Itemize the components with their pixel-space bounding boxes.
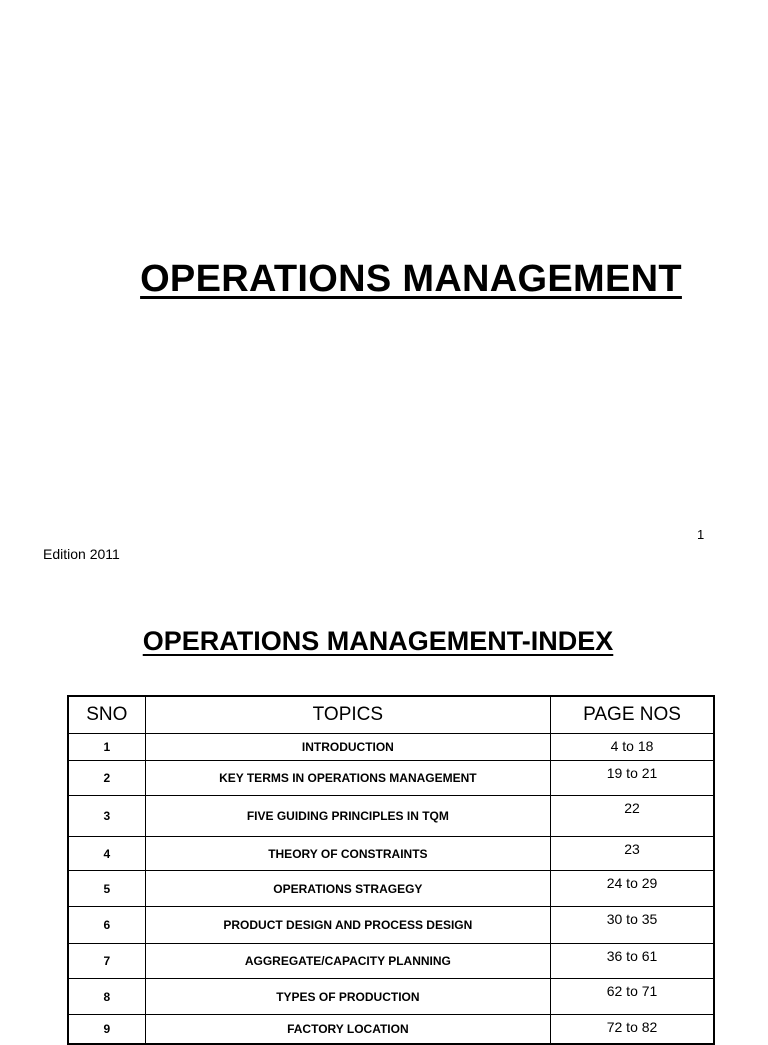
row-sno: 9 xyxy=(68,1015,145,1045)
index-table-header xyxy=(68,696,714,734)
table-row xyxy=(68,944,714,979)
row-topic: FACTORY LOCATION xyxy=(145,1015,550,1045)
row-sno: 3 xyxy=(68,796,145,837)
table-row xyxy=(68,871,714,907)
page-number: 1 xyxy=(697,527,705,542)
table-row xyxy=(68,796,714,837)
table-row xyxy=(68,1015,714,1045)
table-row xyxy=(68,761,714,796)
index-table xyxy=(67,695,715,1045)
table-row xyxy=(68,979,714,1015)
row-pages: 24 to 29 xyxy=(551,871,714,907)
row-sno: 8 xyxy=(68,979,145,1015)
row-pages: 22 xyxy=(551,796,714,837)
edition-label: Edition 2011 xyxy=(43,546,120,562)
row-pages: 30 to 35 xyxy=(551,907,714,944)
row-pages: 4 to 18 xyxy=(551,734,714,761)
header-topics: TOPICS xyxy=(145,696,550,734)
row-pages: 72 to 82 xyxy=(551,1015,714,1045)
page-title: OPERATIONS MANAGEMENT xyxy=(140,258,682,300)
header-row xyxy=(68,696,714,734)
row-topic: TYPES OF PRODUCTION xyxy=(145,979,550,1015)
row-sno: 5 xyxy=(68,871,145,907)
row-topic: FIVE GUIDING PRINCIPLES IN TQM xyxy=(145,796,550,837)
row-topic: AGGREGATE/CAPACITY PLANNING xyxy=(145,944,550,979)
index-title: OPERATIONS MANAGEMENT-INDEX xyxy=(142,626,614,656)
row-pages: 62 to 71 xyxy=(551,979,714,1015)
row-sno: 1 xyxy=(68,734,145,761)
table-row xyxy=(68,734,714,761)
row-sno: 7 xyxy=(68,944,145,979)
row-sno: 6 xyxy=(68,907,145,944)
row-pages: 23 xyxy=(551,837,714,871)
row-topic: THEORY OF CONSTRAINTS xyxy=(145,837,550,871)
header-page-nos: PAGE NOS xyxy=(551,696,714,734)
row-topic: OPERATIONS STRAGEGY xyxy=(145,871,550,907)
table-row xyxy=(68,907,714,944)
table-row xyxy=(68,837,714,871)
row-topic: KEY TERMS IN OPERATIONS MANAGEMENT xyxy=(145,761,550,796)
row-sno: 4 xyxy=(68,837,145,871)
header-sno: SNO xyxy=(68,696,145,734)
row-pages: 19 to 21 xyxy=(551,761,714,796)
row-topic: INTRODUCTION xyxy=(145,734,550,761)
row-topic: PRODUCT DESIGN AND PROCESS DESIGN xyxy=(145,907,550,944)
index-table-body xyxy=(68,734,714,1045)
row-pages: 36 to 61 xyxy=(551,944,714,979)
row-sno: 2 xyxy=(68,761,145,796)
